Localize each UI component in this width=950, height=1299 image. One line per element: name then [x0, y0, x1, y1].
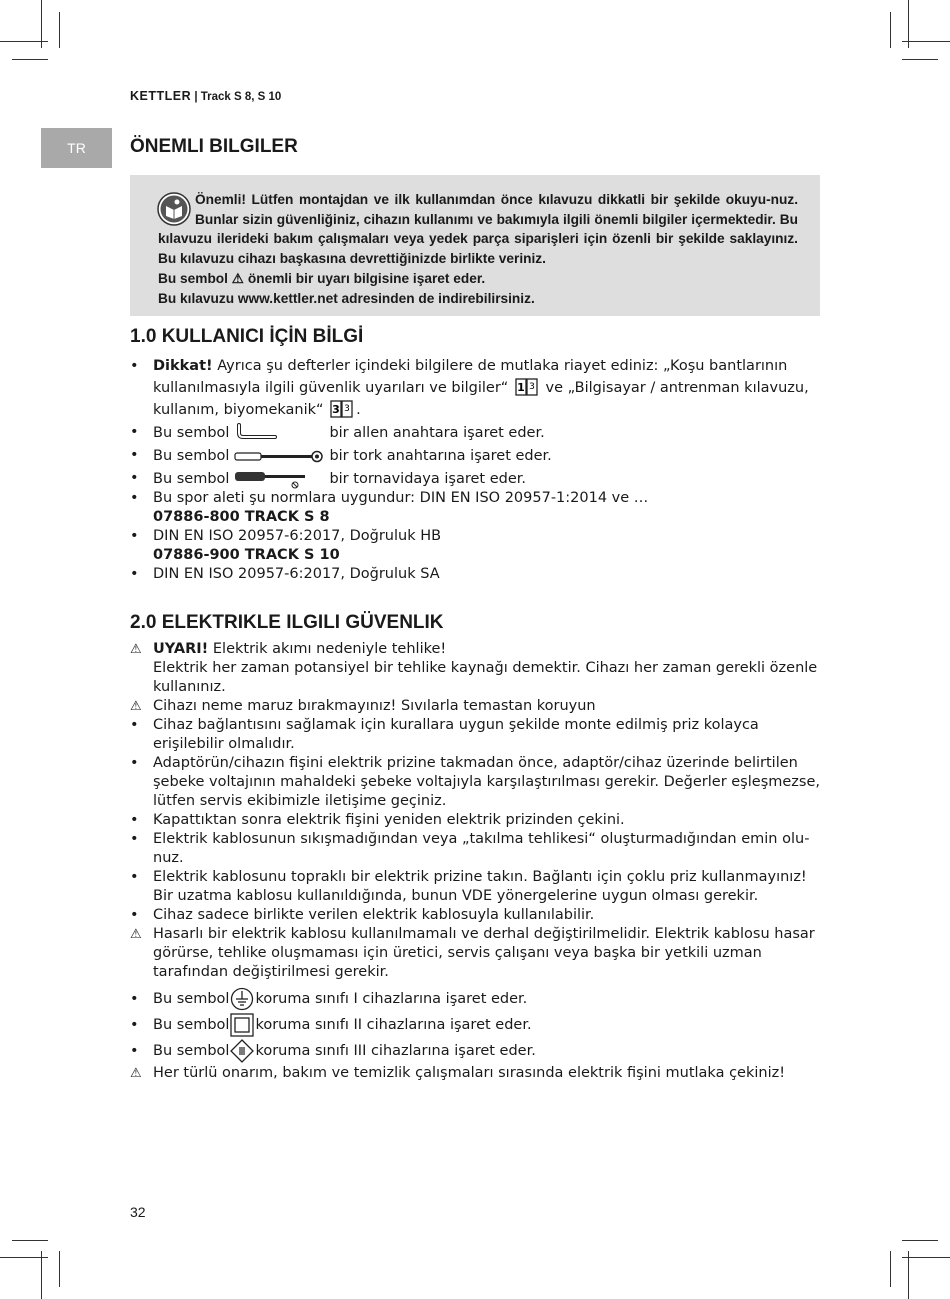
page-header	[130, 89, 281, 103]
bullet-icon: •	[130, 831, 139, 847]
booklet-icon	[515, 378, 539, 398]
crop-mark	[59, 12, 60, 48]
bullet-icon: •	[130, 755, 139, 771]
bullet-icon: •	[130, 991, 139, 1007]
warning-triangle-icon: ⚠	[231, 270, 245, 286]
bullet-icon: •	[130, 447, 139, 463]
brand-logo: KETTLER	[130, 89, 192, 103]
svg-text:1: 1	[517, 381, 525, 394]
screwdriver-icon	[233, 469, 325, 489]
bullet-icon: •	[130, 812, 139, 828]
bullet-icon: •	[130, 869, 139, 885]
note-text: Önemli! Lütfen montajdan ve ilk kullanımdan önce kılavuzu dikkatli bir şekilde okuyu-nuz. Bunlar sizin güvenliğiniz, cihazın kullanımı ve bakımıyla ilgili önemli bilgiler içermektedir. Bu kılavuzu ilerideki bakım çalışmaları veya yedek parça siparişleri için özenli bir şekilde saklayınız. Bu kılavuzu cihazı başkasına devrettiğinizde birlikte veriniz.	[158, 192, 798, 267]
svg-text:3: 3	[529, 382, 535, 392]
bullet-icon: •	[130, 717, 139, 733]
section1-title: 1.0 KULLANICI İÇİN BİLGİ	[130, 326, 364, 347]
list-item: • Bu sembol koruma sınıfı II cihazlarına işaret eder.	[130, 1012, 825, 1038]
list-item: • Bu sembol koruma sınıfı III cihazlarına işaret eder.	[130, 1038, 825, 1064]
list-item: • Bu sembol bir tornavidaya işaret eder.	[130, 470, 526, 487]
list-item: ⚠ Hasarlı bir elektrik kablosu kullanılmamalı ve derhal değiştirilmelidir. Elektrik kablosu hasar görürse, tehlike oluşmaması için üretici, servis çalışanı veya başka bir yetkili uzman tarafından değiştirilmesi gerekir.	[130, 926, 815, 980]
list-item: ⚠ Cihazı neme maruz bırakmayınız! Sıvılarla temastan koruyun	[130, 698, 596, 714]
section1-body	[130, 355, 825, 584]
bullet-icon: •	[130, 424, 139, 440]
crop-mark	[902, 1240, 938, 1241]
warning-triangle-icon: ⚠	[130, 699, 142, 714]
list-item: • Dikkat! Ayrıca şu defterler içindeki bilgilere de mutlaka riayet ediniz: „Koşu bantlarının kullanılmasıyla ilgili güvenlik uyarıları ve bilgiler“ 1 3 ve „Bilgisayar / antrenman kılavuzu, kullanım, biyomekanik“ 3 3 .	[130, 355, 825, 421]
read-manual-icon	[157, 192, 191, 226]
protection-class-3-icon	[230, 1039, 254, 1063]
list-item: • DIN EN ISO 20957-6:2017, Doğruluk SA	[130, 566, 440, 582]
allen-key-icon	[233, 423, 325, 443]
list-item: ⚠ Her türlü onarım, bakım ve temizlik çalışmaları sırasında elektrik fişini mutlaka çekiniz!	[130, 1065, 786, 1081]
bullet-icon: •	[130, 490, 139, 506]
protection-class-2-icon	[230, 1013, 254, 1037]
note-symbol-line: Bu sembol ⚠ önemli bir uyarı bilgisine işaret eder.	[158, 270, 486, 286]
list-item: • Elektrik kablosunu topraklı bir elektrik prizine takın. Bağlantı için çoklu priz kullanmayınız! Bir uzatma kablosu kullanıldığında, bunun VDE yönergelerine uygun olması gerekir.	[130, 869, 807, 904]
bullet-icon: •	[130, 470, 139, 486]
bullet-icon: •	[130, 358, 139, 374]
crop-mark	[12, 59, 48, 60]
warning-triangle-icon: ⚠	[130, 642, 142, 657]
page-number: 32	[130, 1204, 146, 1220]
crop-mark	[890, 1251, 891, 1287]
list-item: • Bu spor aleti şu normlara uygundur: DIN EN ISO 20957-1:2014 ve …	[130, 490, 649, 506]
bullet-icon: •	[130, 1043, 139, 1059]
list-item: • Bu sembol bir tork anahtarına işaret eder.	[130, 447, 552, 464]
section2-body	[130, 640, 825, 1083]
torque-wrench-icon	[233, 446, 325, 466]
list-item: • Cihaz sadece birlikte verilen elektrik kablosuyla kullanılabilir.	[130, 907, 595, 923]
list-item: • Bu sembol koruma sınıfı I cihazlarına işaret eder.	[130, 986, 825, 1012]
warning-triangle-icon: ⚠	[130, 927, 142, 942]
svg-text:3: 3	[332, 403, 340, 416]
important-note-box	[130, 175, 820, 316]
crop-mark	[0, 41, 48, 42]
crop-mark	[902, 59, 938, 60]
svg-text:3: 3	[344, 404, 351, 414]
list-item: • DIN EN ISO 20957-6:2017, Doğruluk HB	[130, 528, 442, 544]
crop-mark	[902, 1257, 950, 1258]
crop-mark	[0, 1257, 48, 1258]
bullet-icon: •	[130, 528, 139, 544]
list-item: • Elektrik kablosunun sıkışmadığından veya „takılma tehlikesi“ oluşturmadığından emin olu-nuz.	[130, 831, 810, 866]
model-number: 07886-800 TRACK S 8	[153, 509, 330, 525]
crop-mark	[12, 1240, 48, 1241]
page-title: ÖNEMLI BILGILER	[130, 136, 298, 157]
language-tab: TR	[41, 128, 112, 168]
bullet-icon: •	[130, 1017, 139, 1033]
bullet-icon: •	[130, 907, 139, 923]
list-item: • Bu sembol bir allen anahtara işaret eder.	[130, 424, 545, 441]
list-item: ⚠ UYARI! Elektrik akımı nedeniyle tehlike! Elektrik her zaman potansiyel bir tehlike kaynağı demektir. Cihazı her zaman gerekli özenle kullanınız.	[130, 641, 818, 695]
booklet-icon	[330, 400, 354, 420]
crop-mark	[41, 1251, 42, 1299]
list-item: • Kapattıktan sonra elektrik fişini yeniden elektrik prizinden çekini.	[130, 812, 625, 828]
bullet-icon: •	[130, 566, 139, 582]
model-label: | Track S 8, S 10	[191, 91, 282, 103]
model-number: 07886-900 TRACK S 10	[153, 547, 340, 563]
crop-mark	[902, 41, 950, 42]
crop-mark	[890, 12, 891, 48]
list-item: • Cihaz bağlantısını sağlamak için kurallara uygun şekilde monte edilmiş priz kolayca erişilebilir olmalıdır.	[130, 717, 759, 752]
note-download: Bu kılavuzu www.kettler.net adresinden de indirebilirsiniz.	[158, 290, 535, 306]
section2-title: 2.0 ELEKTRIKLE ILGILI GÜVENLIK	[130, 612, 444, 633]
warning-triangle-icon: ⚠	[130, 1066, 142, 1081]
protection-class-1-icon	[230, 987, 254, 1011]
crop-mark	[908, 1251, 909, 1299]
crop-mark	[59, 1251, 60, 1287]
list-item: • Adaptörün/cihazın fişini elektrik prizine takmadan önce, adaptör/cihaz üzerinde belirtilen şebeke voltajının mahaldeki şebeke voltajıyla karşılaştırılması gerekir. Değerler eşleşmezse, lütfen servis ekibimizle iletişime geçiniz.	[130, 755, 820, 809]
